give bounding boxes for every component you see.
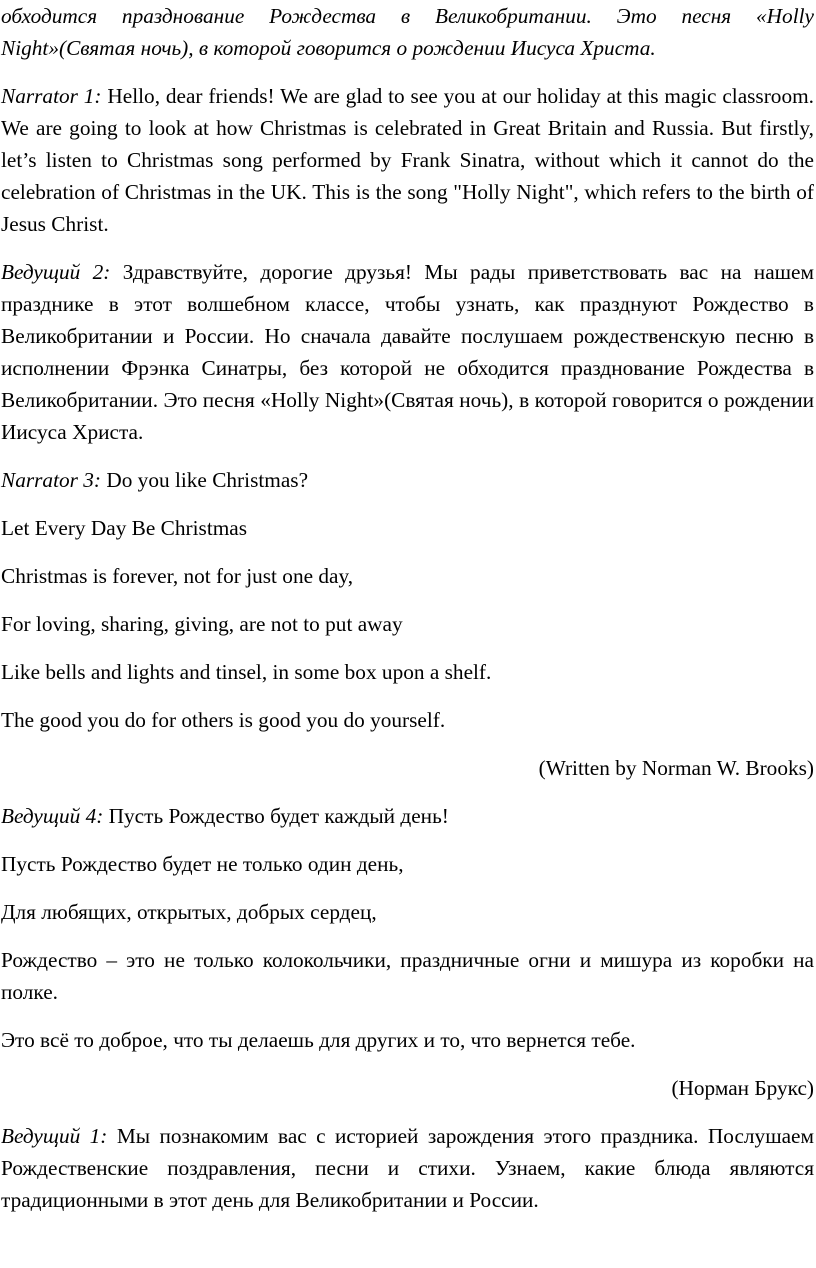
poem-line (1, 656, 814, 688)
paragraph-text: Let Every Day Be Christmas (1, 516, 248, 540)
paragraph-text: Это всё то доброе, что ты делаешь для других и то, что вернется тебе. (1, 1028, 636, 1052)
speaker-label: Ведущий 2: (1, 260, 111, 284)
paragraph-text: (Written by Norman W. Brooks) (538, 756, 814, 780)
paragraph-text: Пусть Рождество будет каждый день! (103, 804, 449, 828)
speaker-label: Ведущий 4: (1, 804, 104, 828)
poem-line (1, 896, 814, 928)
poem-line (1, 608, 814, 640)
paragraph-text: Здравствуйте, дорогие друзья! Мы рады приветствовать вас на нашем празднике в этот волшебном классе, чтобы узнать, как празднуют Рождество в Великобритании и России. Но сначала давайте послушаем рождественскую песню в исполнении Фрэнка Синатры, без которой не обходится празднование Рождества в Великобритании. Это песня «Holly Night»(Святая ночь), в которой говорится о рождении Иисуса Христа. (1, 260, 814, 444)
poem-line (1, 1024, 814, 1056)
poem-title (1, 512, 814, 544)
speaker-label: Narrator 3: (1, 468, 101, 492)
paragraph-text: For loving, sharing, giving, are not to put away (1, 612, 403, 636)
poem-line (1, 560, 814, 592)
paragraph-text: Like bells and lights and tinsel, in some box upon a shelf. (1, 660, 492, 684)
paragraph-text: Мы познакомим вас с историей зарождения этого праздника. Послушаем Рождественские поздравления, песни и стихи. Узнаем, какие блюда являются традиционными в этот день для Великобритании и России. (1, 1124, 814, 1212)
paragraph-text: Рождество – это не только колокольчики, праздничные огни и мишура из коробки на полке. (1, 948, 814, 1004)
paragraph-text: (Норман Брукс) (671, 1076, 814, 1100)
paragraph-text: Пусть Рождество будет не только один день, (1, 852, 404, 876)
paragraph-vedushchiy-2 (1, 256, 814, 448)
paragraph-narrator-1 (1, 80, 814, 240)
paragraph-text: Do you like Christmas? (101, 468, 309, 492)
poem-line (1, 848, 814, 880)
poem-attribution (1, 752, 814, 784)
poem-line (1, 944, 814, 1008)
paragraph-text: Для любящих, открытых, добрых сердец, (1, 900, 377, 924)
paragraph-vedushchiy-1 (1, 1120, 814, 1216)
paragraph-text: обходится празднование Рождества в Великобритании. Это песня «Holly Night»(Святая ночь), в которой говорится о рождении Иисуса Христа. (1, 4, 814, 60)
poem-attribution (1, 1072, 814, 1104)
paragraph-narrator-3 (1, 464, 814, 496)
speaker-label: Ведущий 1: (1, 1124, 108, 1148)
poem-line (1, 704, 814, 736)
speaker-label: Narrator 1: (1, 84, 102, 108)
paragraph-text: Christmas is forever, not for just one day, (1, 564, 354, 588)
paragraph-intro-fragment (1, 0, 814, 64)
paragraph-vedushchiy-4 (1, 800, 814, 832)
paragraph-text: Hello, dear friends! We are glad to see you at our holiday at this magic classroom. We are going to look at how Christmas is celebrated in Great Britain and Russia. But firstly, let’s listen to Christmas song performed by Frank Sinatra, without which it cannot do the celebration of Christmas in the UK. This is the song "Holly Night", which refers to the birth of Jesus Christ. (1, 84, 814, 236)
paragraph-text: The good you do for others is good you do yourself. (1, 708, 446, 732)
